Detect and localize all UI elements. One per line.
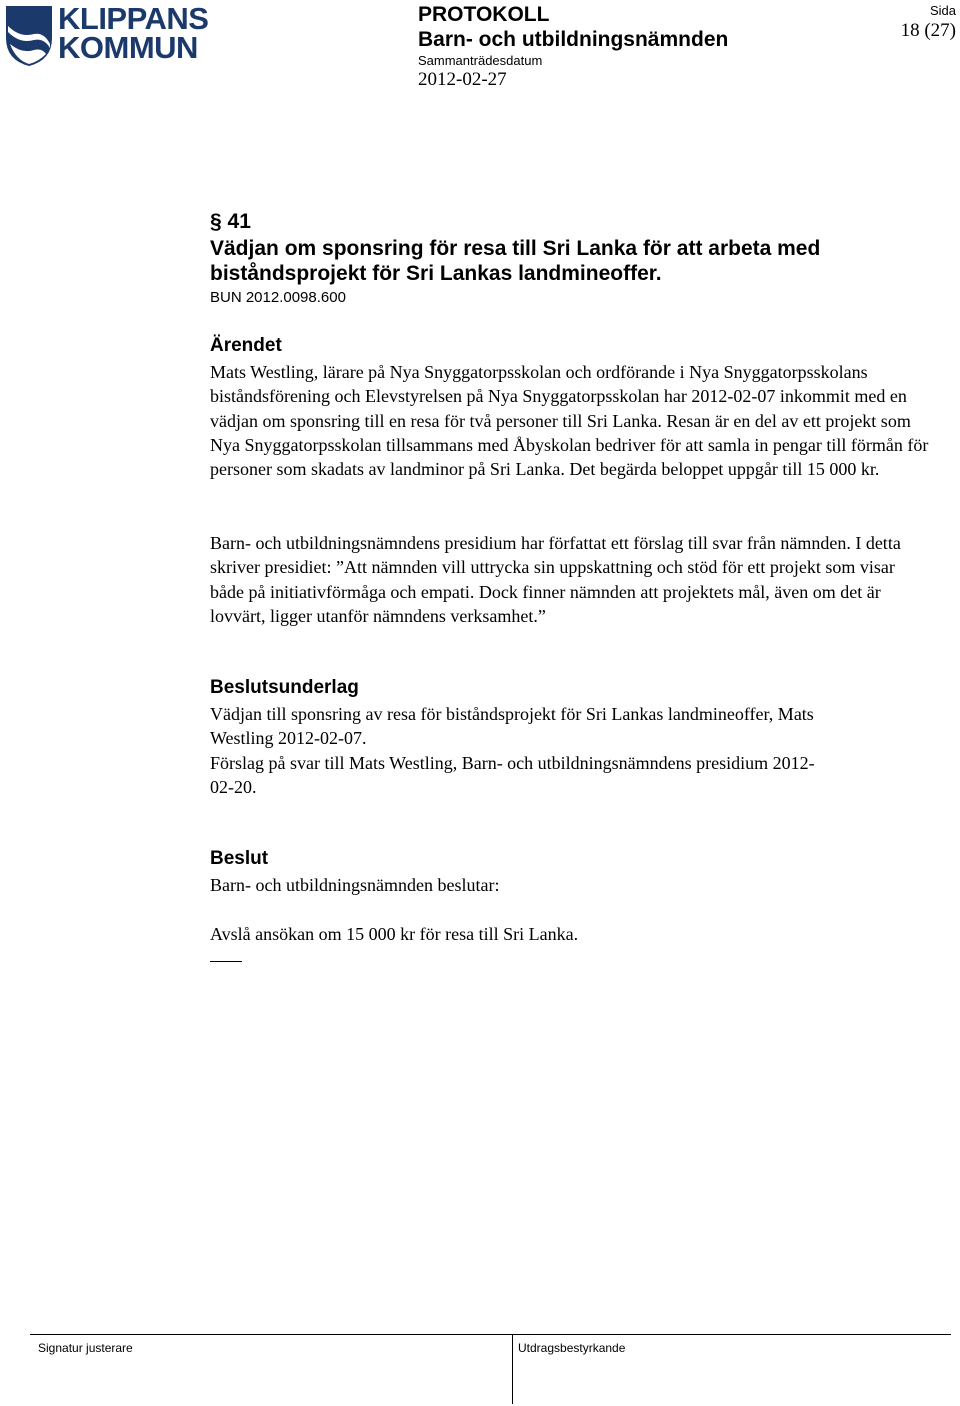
end-of-paragraph-rule — [210, 961, 242, 962]
meeting-date: 2012-02-27 — [418, 69, 507, 90]
footer-rule — [30, 1334, 951, 1335]
extract-certification-label: Utdragsbestyrkande — [518, 1341, 626, 1355]
arendet-text-1: Mats Westling, lärare på Nya Snyggatorpsskolan och ordförande i Nya Snyggatorpsskolans biståndsförening och Elevstyrelsen på Nya Snyggatorpsskolan har 2012-02-07 inkommit med en vädjan om sponsring till en resa för två personer till Sri Lanka. Resan är en del av ett projekt som Nya Snyggatorpsskolan tillsammans med Åbyskolan bedriver för att samla in pengar till förmån för personer som skadats av landminor på Sri Lanka. Det begärda beloppet uppgår till 15 000 kr. — [210, 362, 929, 480]
committee-name: Barn- och utbildningsnämnden — [418, 28, 729, 51]
section-heading-beslutsunderlag: Beslutsunderlag — [210, 677, 359, 698]
underlag-line-3: Förslag på svar till Mats Westling, Barn- och utbildningsnämndens presidium 2012- — [210, 753, 815, 773]
underlag-line-1: Vädjan till sponsring av resa för biståndsprojekt för Sri Lankas landmineoffer, Mats — [210, 704, 814, 724]
underlag-line-2: Westling 2012-02-07. — [210, 728, 367, 748]
paragraph-title-line2: biståndsprojekt för Sri Lankas landmineoffer. — [210, 262, 662, 285]
municipality-logo — [4, 1, 216, 68]
page-number: 18 (27) — [900, 20, 956, 41]
paragraph-title-line1: Vädjan om sponsring för resa till Sri Lanka för att arbeta med — [210, 237, 821, 260]
underlag-line-4: 02-20. — [210, 777, 257, 797]
logo-text-line1: KLIPPANS — [58, 1, 209, 36]
paragraph-number — [210, 210, 251, 234]
logo-emblem-icon — [4, 4, 54, 68]
meeting-date-label: Sammanträdesdatum — [418, 53, 543, 68]
signature-label: Signatur justerare — [38, 1341, 133, 1355]
footer-divider — [512, 1334, 513, 1404]
beslut-decision: Avslå ansökan om 15 000 kr för resa till Sri Lanka. — [210, 924, 579, 944]
arendet-text-2: Barn- och utbildningsnämndens presidium har författat ett förslag till svar från nämnden. I detta skriver presidiet: ”Att nämnden vill uttrycka sin uppskattning och stöd för ett projekt som visar både på initiativförmåga och empati. Dock finner nämnden att projektets mål, även om det är lovvärt, ligger utanför nämndens verksamhet.” — [210, 533, 901, 626]
page-label: Sida — [929, 3, 956, 18]
document-type: PROTOKOLL — [418, 3, 550, 26]
beslut-intro: Barn- och utbildningsnämnden beslutar: — [210, 875, 500, 895]
logo-text-line2: KOMMUN — [58, 30, 198, 65]
section-heading-beslut: Beslut — [210, 848, 269, 869]
section-number: 41 — [227, 210, 251, 233]
section-heading-arendet: Ärendet — [210, 335, 282, 356]
section-sign: § — [210, 210, 222, 233]
case-reference: BUN 2012.0098.600 — [210, 289, 346, 306]
